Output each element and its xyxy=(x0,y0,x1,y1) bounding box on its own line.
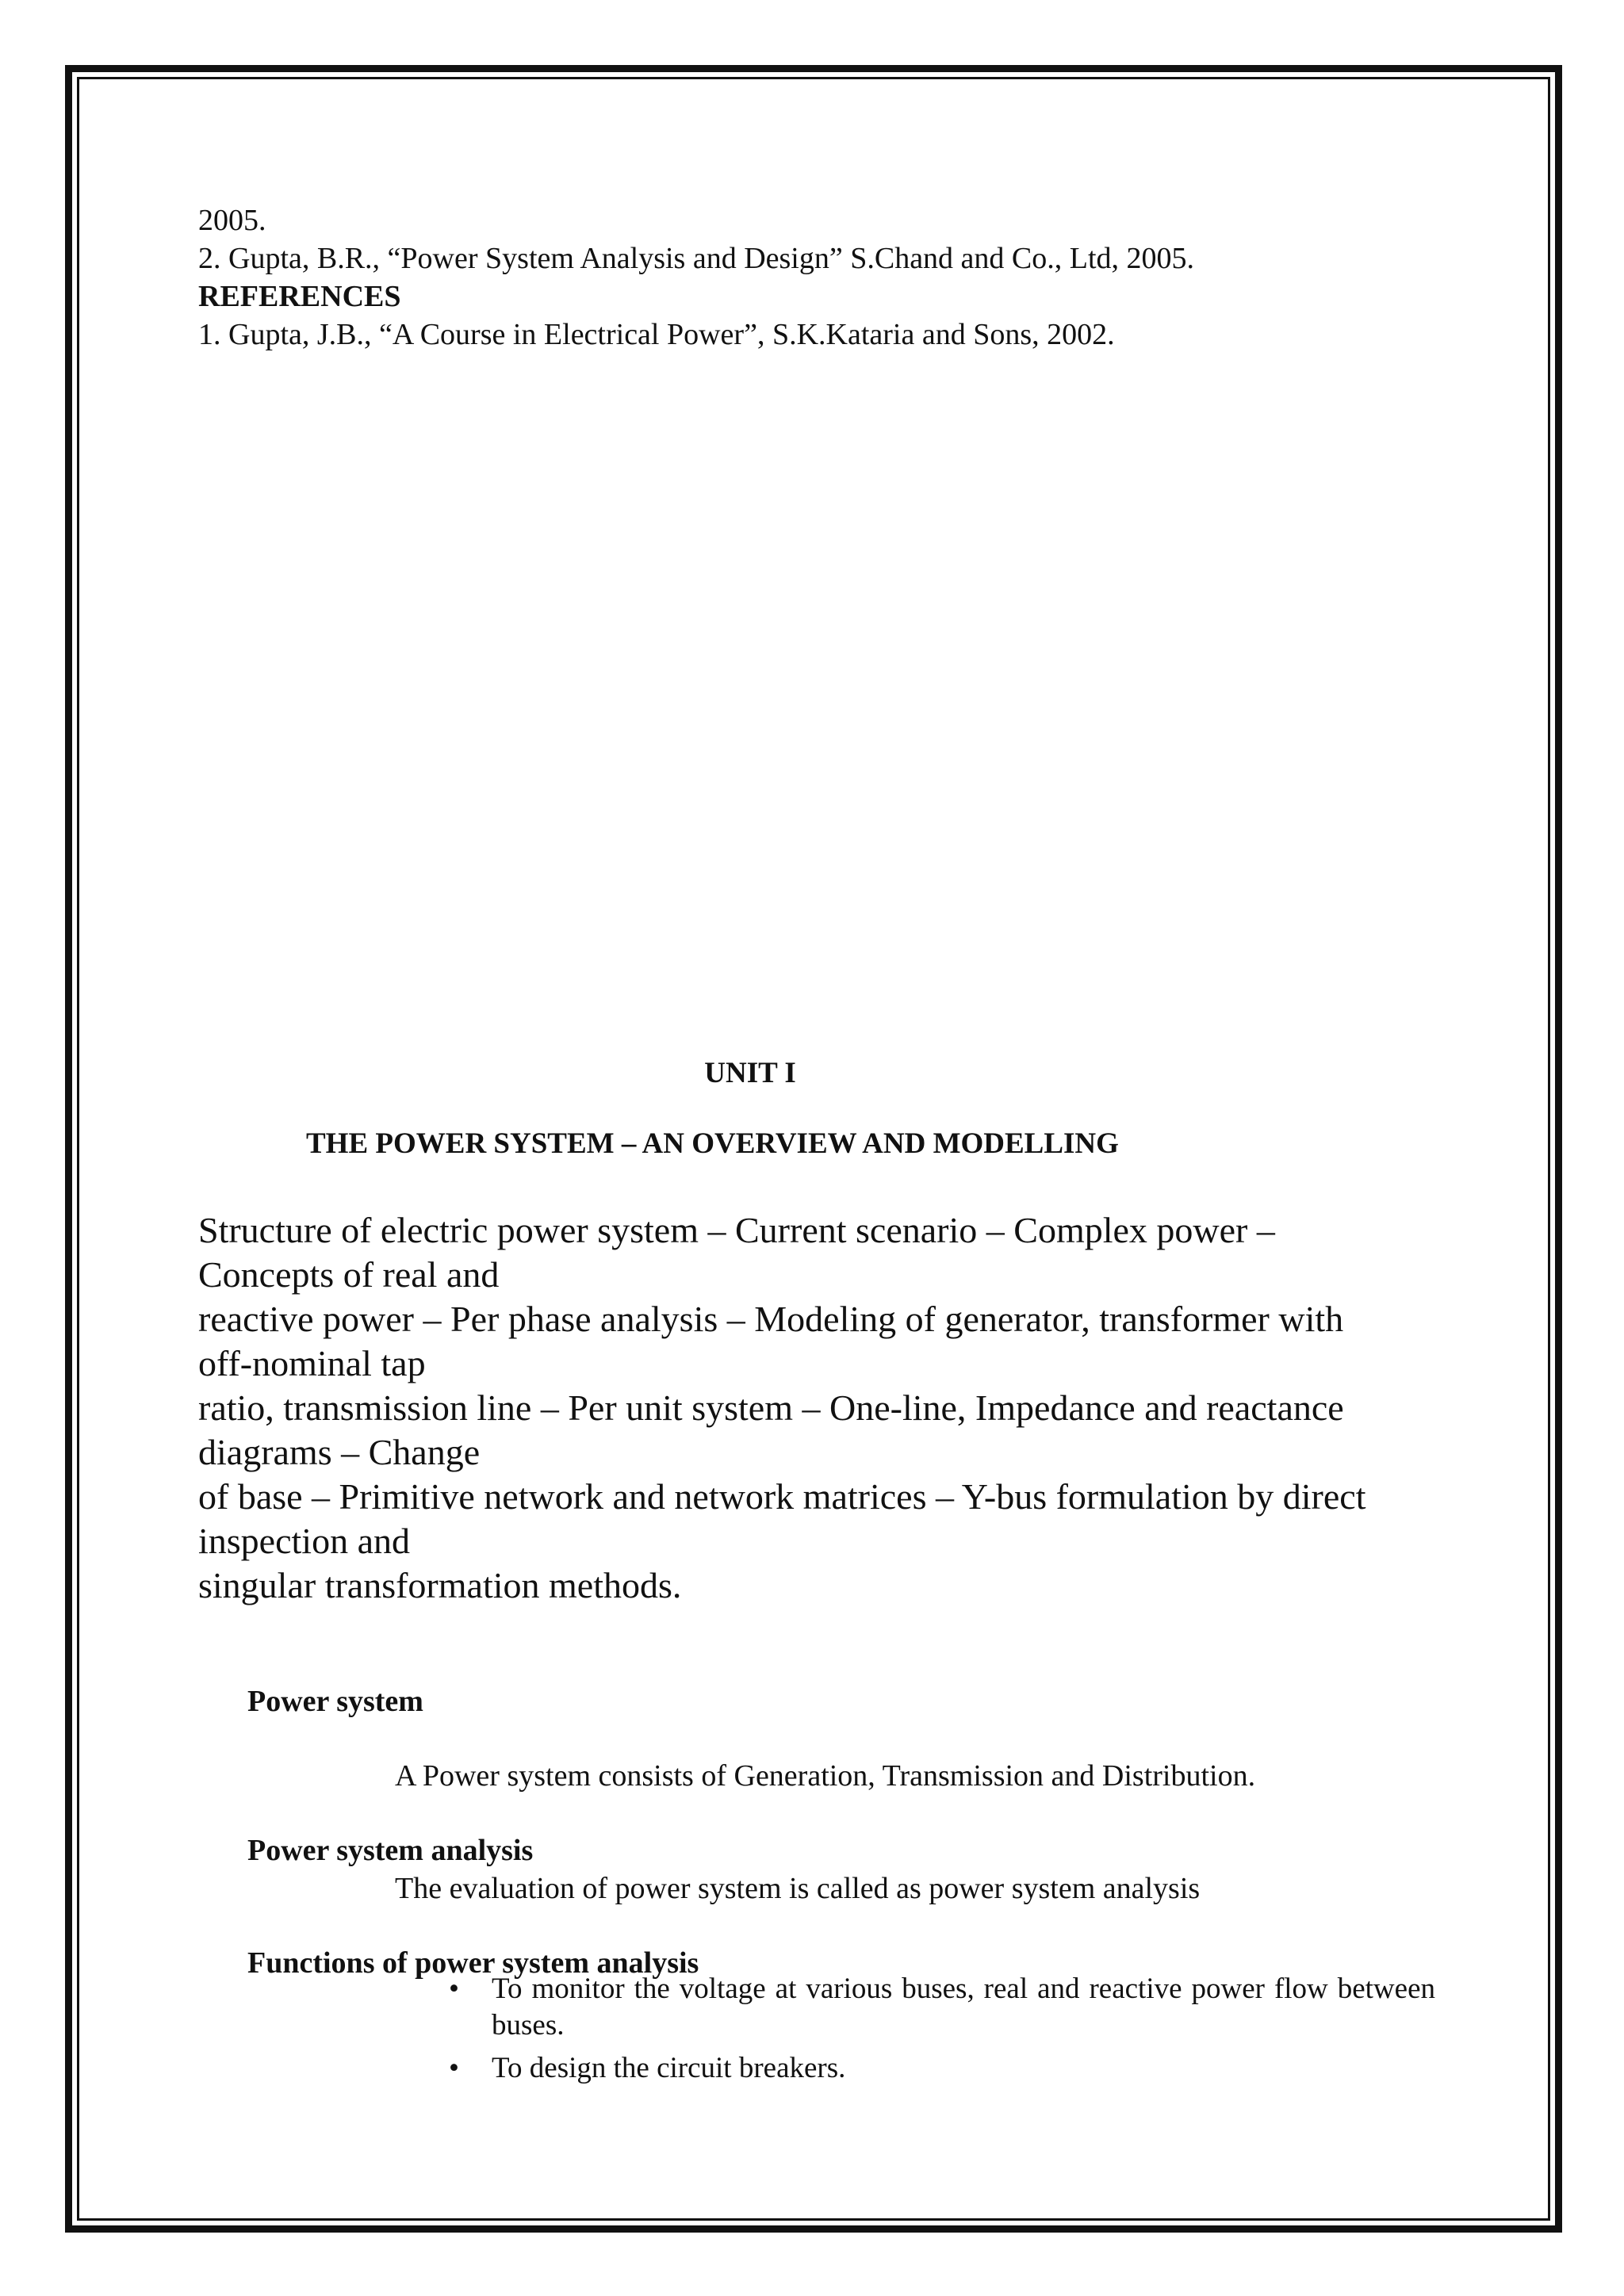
section-heading-functions: Functions of power system analysis xyxy=(247,1946,699,1980)
bullet-icon: • xyxy=(449,1973,459,2005)
references-heading: REFERENCES xyxy=(198,280,401,313)
unit-title: THE POWER SYSTEM – AN OVERVIEW AND MODELLING xyxy=(306,1127,1119,1160)
unit-label: UNIT I xyxy=(704,1057,796,1089)
reference-item: 1. Gupta, J.B., “A Course in Electrical Power”, S.K.Kataria and Sons, 2002. xyxy=(198,318,1115,351)
syllabus-line: of base – Primitive network and network matrices – Y-bus formulation by direct xyxy=(198,1476,1366,1517)
syllabus-line: singular transformation methods. xyxy=(198,1565,682,1605)
section-heading-power-system: Power system xyxy=(247,1685,423,1718)
reference-item: 2. Gupta, B.R., “Power System Analysis and Design” S.Chand and Co., Ltd, 2005. xyxy=(198,242,1195,275)
syllabus-line: diagrams – Change xyxy=(198,1432,481,1472)
list-item xyxy=(444,1971,1435,2044)
syllabus-line: inspection and xyxy=(198,1521,410,1561)
reference-continuation: 2005. xyxy=(198,204,266,237)
functions-bullet-list xyxy=(444,1971,1435,2093)
syllabus-line: Structure of electric power system – Current scenario – Complex power – xyxy=(198,1210,1275,1250)
syllabus-line: ratio, transmission line – Per unit system – One-line, Impedance and reactance xyxy=(198,1387,1344,1428)
list-item-text: To design the circuit breakers. xyxy=(492,2052,846,2084)
syllabus-line: reactive power – Per phase analysis – Modeling of generator, transformer with xyxy=(198,1299,1344,1339)
section-body-analysis: The evaluation of power system is called as power system analysis xyxy=(395,1872,1201,1905)
syllabus-line: off-nominal tap xyxy=(198,1343,426,1383)
section-body-power-system: A Power system consists of Generation, Transmission and Distribution. xyxy=(395,1759,1256,1793)
section-heading-analysis: Power system analysis xyxy=(247,1834,534,1867)
list-item-text: To monitor the voltage at various buses, real and reactive power flow between buses. xyxy=(492,1973,1435,2042)
list-item xyxy=(444,2050,1435,2087)
bullet-icon: • xyxy=(449,2052,459,2084)
syllabus-line: Concepts of real and xyxy=(198,1254,500,1295)
